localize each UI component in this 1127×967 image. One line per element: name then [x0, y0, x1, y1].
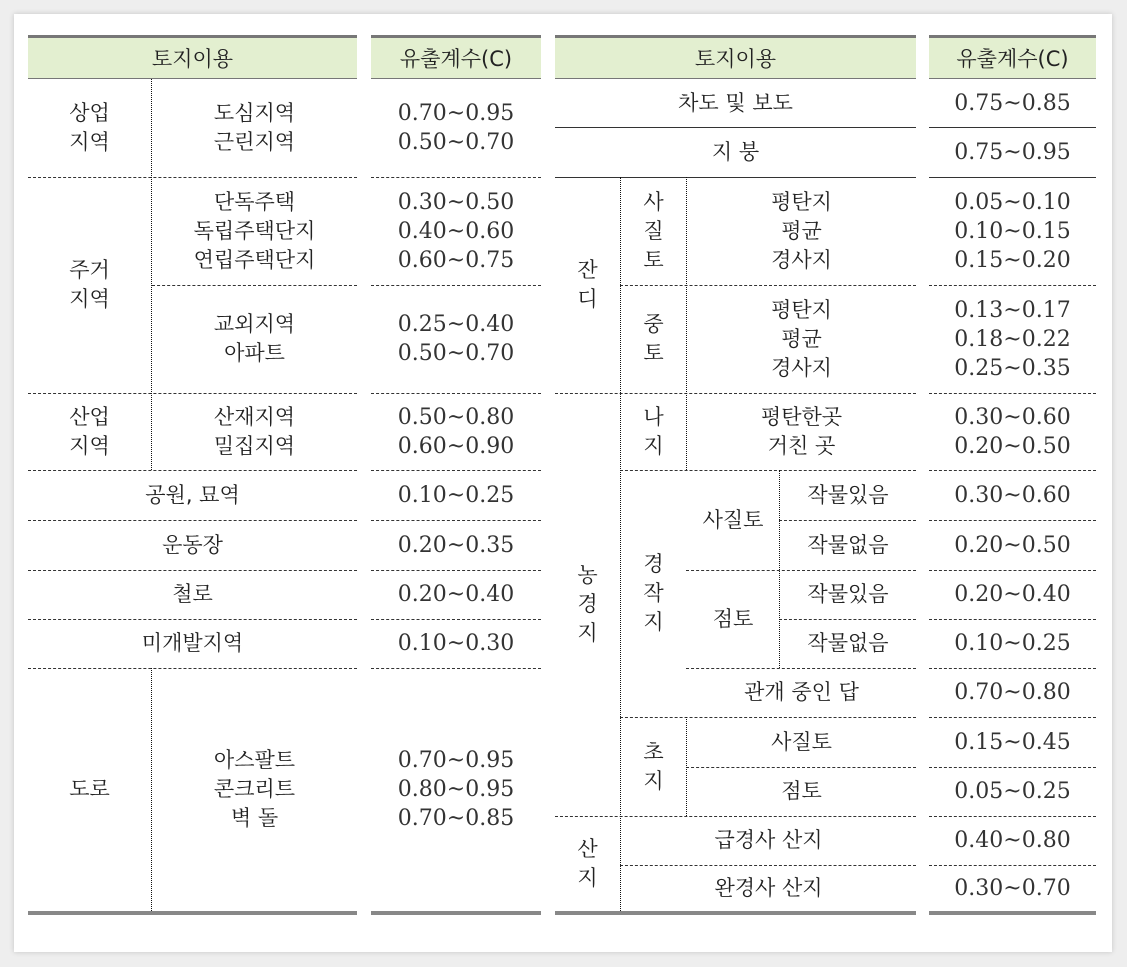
park-value: 0.10~0.25	[397, 482, 515, 508]
railway-value: 0.20~0.40	[397, 582, 515, 607]
lawn-label: 잔 디	[577, 258, 598, 311]
grassland-sandy-value: 0.15~0.45	[954, 729, 1071, 755]
grassland-clay-value: 0.05~0.25	[954, 779, 1071, 804]
gentle-mountain-name: 완경사 산지	[714, 875, 823, 900]
cultivated-clay-nocrops-value: 0.10~0.25	[954, 631, 1071, 656]
right-header-coefficient: 유출계수(C)	[929, 35, 1096, 79]
road-subtypes: 아스팔트 콘크리트 벽 돌	[213, 748, 296, 830]
grassland-clay-name: 점토	[781, 779, 822, 803]
grassland-sandy-name: 사질토	[771, 729, 832, 754]
left-header-land-use: 토지이용	[28, 35, 357, 79]
cultivated-sandy-crops-value: 0.30~0.60	[954, 482, 1071, 508]
bare-land-types: 평탄한곳 거친 곳	[760, 404, 843, 458]
irrigated-paddy-name: 관개 중인 답	[744, 680, 859, 704]
bare-land-label: 나 지	[643, 404, 664, 458]
industrial-subtypes: 산재지역 밀집지역	[213, 404, 296, 458]
lawn-sandy-label: 사 질 토	[643, 189, 664, 272]
cultivated-clay-crops-value: 0.20~0.40	[954, 582, 1071, 607]
industrial-values: 0.50~0.80 0.60~0.90	[397, 404, 515, 459]
cultivated-clay-nocrops-name: 작물없음	[807, 631, 889, 655]
playground-name: 운동장	[162, 532, 223, 557]
railway-name: 철로	[172, 582, 213, 606]
cultivated-clay-crops-name: 작물있음	[807, 582, 889, 606]
gentle-mountain-value: 0.30~0.70	[954, 875, 1071, 901]
commercial-label: 상업 지역	[69, 101, 110, 154]
lawn-heavy-values: 0.13~0.17 0.18~0.22 0.25~0.35	[954, 297, 1071, 381]
cultivated-sandy-crops-name: 작물있음	[807, 482, 889, 507]
road-values: 0.70~0.95 0.80~0.95 0.70~0.85	[397, 748, 515, 831]
left-header-coefficient: 유출계수(C)	[371, 35, 541, 79]
lawn-heavy-slopes: 평탄지 평균 경사지	[771, 297, 832, 380]
driveway-value: 0.75~0.85	[954, 90, 1071, 116]
mountain-label: 산 지	[577, 836, 598, 890]
residential-values-b: 0.25~0.40 0.50~0.70	[397, 312, 515, 366]
undeveloped-value: 0.10~0.30	[397, 631, 515, 656]
road-label: 도로	[69, 777, 110, 801]
residential-values-a: 0.30~0.50 0.40~0.60 0.60~0.75	[397, 189, 515, 273]
farmland-label: 농 경 지	[577, 563, 598, 645]
cultivated-sandy-label: 사질토	[702, 507, 764, 532]
steep-mountain-name: 급경사 산지	[714, 828, 823, 852]
residential-subtypes-b: 교외지역 아파트	[213, 312, 296, 365]
residential-label: 주거 지역	[69, 258, 110, 311]
bare-land-values: 0.30~0.60 0.20~0.50	[954, 404, 1071, 459]
steep-mountain-value: 0.40~0.80	[954, 828, 1071, 853]
irrigated-paddy-value: 0.70~0.80	[954, 680, 1071, 705]
driveway-name: 차도 및 보도	[678, 90, 793, 115]
cultivated-clay-label: 점토	[712, 606, 754, 631]
playground-value: 0.20~0.35	[397, 532, 515, 558]
cultivated-sandy-nocrops-name: 작물없음	[807, 532, 889, 557]
lawn-sandy-values: 0.05~0.10 0.10~0.15 0.15~0.20	[954, 189, 1071, 273]
cultivated-sandy-nocrops-value: 0.20~0.50	[954, 532, 1071, 558]
lawn-sandy-slopes: 평탄지 평균 경사지	[771, 189, 832, 272]
cultivated-label: 경 작 지	[643, 552, 664, 634]
industrial-label: 산업 지역	[69, 404, 110, 458]
roof-value: 0.75~0.95	[954, 139, 1071, 165]
park-name: 공원, 묘역	[145, 482, 240, 507]
roof-name: 지 붕	[711, 139, 760, 164]
residential-subtypes-a: 단독주택 독립주택단지 연립주택단지	[193, 189, 316, 272]
commercial-subtypes: 도심지역 근린지역	[213, 101, 296, 154]
grassland-label: 초 지	[643, 739, 664, 793]
right-header-land-use: 토지이용	[555, 35, 916, 79]
undeveloped-name: 미개발지역	[141, 631, 244, 655]
commercial-values: 0.70~0.95 0.50~0.70	[397, 101, 515, 155]
lawn-heavy-label: 중 토	[643, 312, 664, 365]
